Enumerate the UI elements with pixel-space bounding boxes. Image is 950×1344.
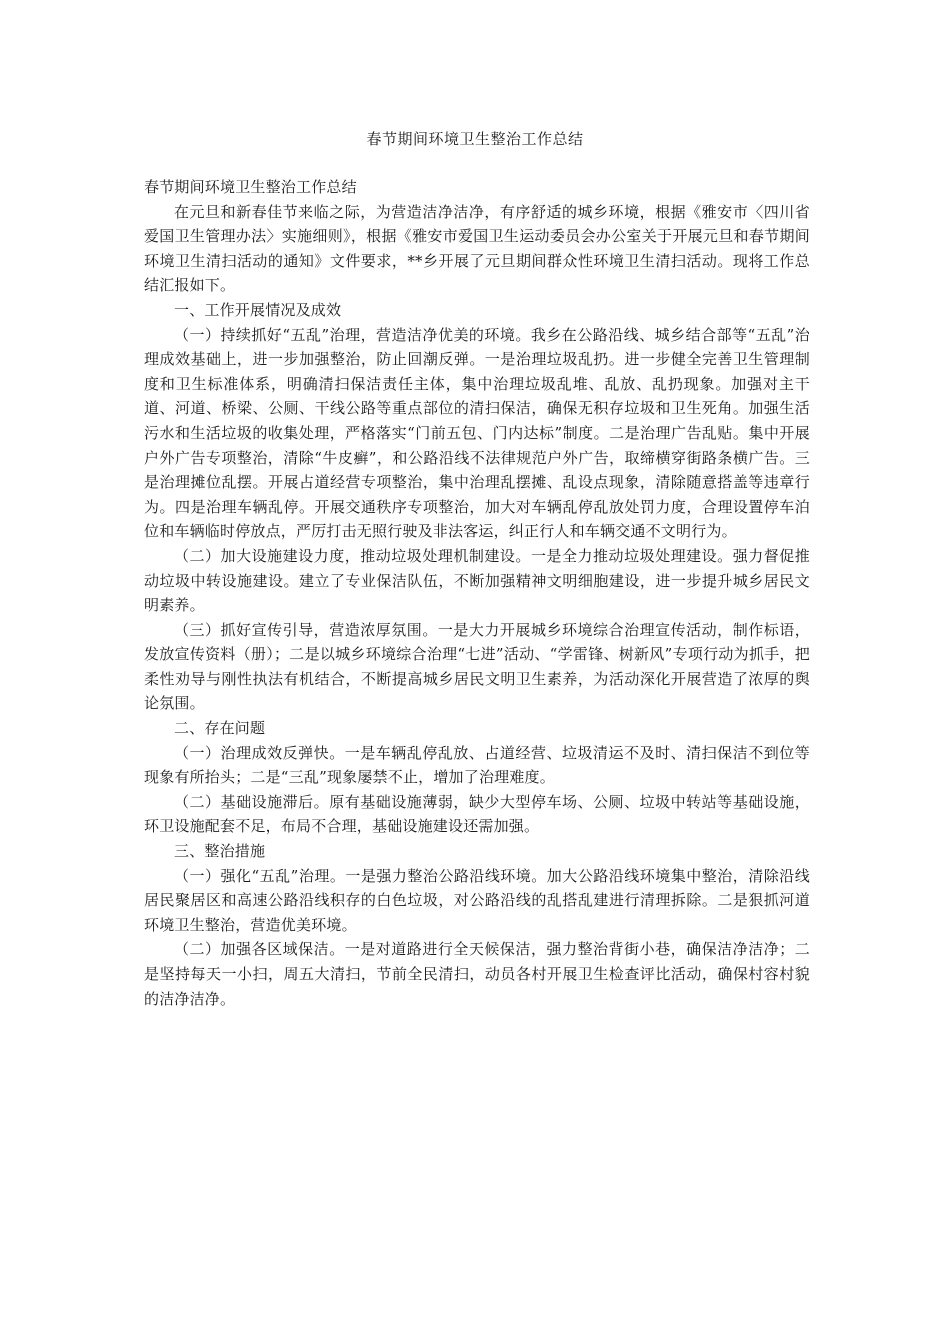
document-title: 春节期间环境卫生整治工作总结 [366,130,584,148]
paragraph-2-2: （二）基础设施滞后。原有基础设施薄弱，缺少大型停车场、公厕、垃圾中转站等基础设施，环卫设施配套不足，布局不合理，基础设施建设还需加强。 [144,792,810,836]
paragraph-1-3: （三）抓好宣传引导，营造浓厚氛围。一是大力开展城乡环境综合治理宣传活动，制作标语，发放宣传资料（册）；二是以城乡环境综合治理“七进”活动、“学雷锋、树新风”专项行动为抓手，把柔性劝导与刚性执法有机结合，不断提高城乡居民文明卫生素养，为活动深化开展营造了浓厚的舆论氛围。 [144,620,810,713]
paragraph-2-1: （一）治理成效反弹快。一是车辆乱停乱放、占道经营、垃圾清运不及时、清扫保洁不到位等现象有所抬头；二是“三乱”现象屡禁不止，增加了治理难度。 [144,743,810,787]
section-heading-2: 二、存在问题 [174,719,266,738]
intro-paragraph: 在元旦和新春佳节来临之际，为营造洁净洁净，有序舒适的城乡环境，根据《雅安市〈四川省爱国卫生管理办法〉实施细则》，根据《雅安市爱国卫生运动委员会办公室关于开展元旦和春节期间环境卫生清扫活动的通知》文件要求，**乡开展了元旦期间群众性环境卫生清扫活动。现将工作总结汇报如下。 [144,202,810,295]
section-heading-3: 三、整治措施 [174,842,266,861]
paragraph-3-1: （一）强化“五乱”治理。一是强力整治公路沿线环境。加大公路沿线环境集中整治，清除沿线居民聚居区和高速公路沿线积存的白色垃圾，对公路沿线的乱搭乱建进行清理拆除。二是狠抓河道环境卫生整治，营造优美环境。 [144,866,810,934]
paragraph-1-1: （一）持续抓好“五乱”治理，营造洁净优美的环境。我乡在公路沿线、城乡结合部等“五乱”治理成效基础上，进一步加强整治，防止回潮反弹。一是治理垃圾乱扔。进一步健全完善卫生管理制度和卫生标准体系，明确清扫保洁责任主体，集中治理垃圾乱堆、乱放、乱扔现象。加强对主干道、河道、桥梁、公厕、干线公路等重点部位的清扫保洁，确保无积存垃圾和卫生死角。加强生活污水和生活垃圾的收集处理，严格落实“门前五包、门内达标”制度。二是治理广告乱贴。集中开展户外广告专项整治，清除“牛皮癣”，和公路沿线不法律规范户外广告，取缔横穿街路条横广告。三是治理摊位乱摆。开展占道经营专项整治，集中治理乱摆摊、乱设点现象，清除随意搭盖等违章行为。四是治理车辆乱停。开展交通秩序专项整治，加大对车辆乱停乱放处罚力度，合理设置停车泊位和车辆临时停放点，严厉打击无照行驶及非法客运，纠正行人和车辆交通不文明行为。 [144,325,810,541]
body-heading: 春节期间环境卫生整治工作总结 [144,178,357,196]
paragraph-1-2: （二）加大设施建设力度，推动垃圾处理机制建设。一是全力推动垃圾处理建设。强力督促推动垃圾中转设施建设。建立了专业保洁队伍，不断加强精神文明细胞建设，进一步提升城乡居民文明素养。 [144,546,810,615]
document-body [144,175,810,1011]
paragraph-3-2: （二）加强各区域保洁。一是对道路进行全天候保洁，强力整治背街小巷，确保洁净洁净；二是坚持每天一小扫，周五大清扫，节前全民清扫，动员各村开展卫生检查评比活动，确保村容村貌的洁净洁净。 [144,940,810,1008]
section-heading-1: 一、工作开展情况及成效 [174,300,342,319]
